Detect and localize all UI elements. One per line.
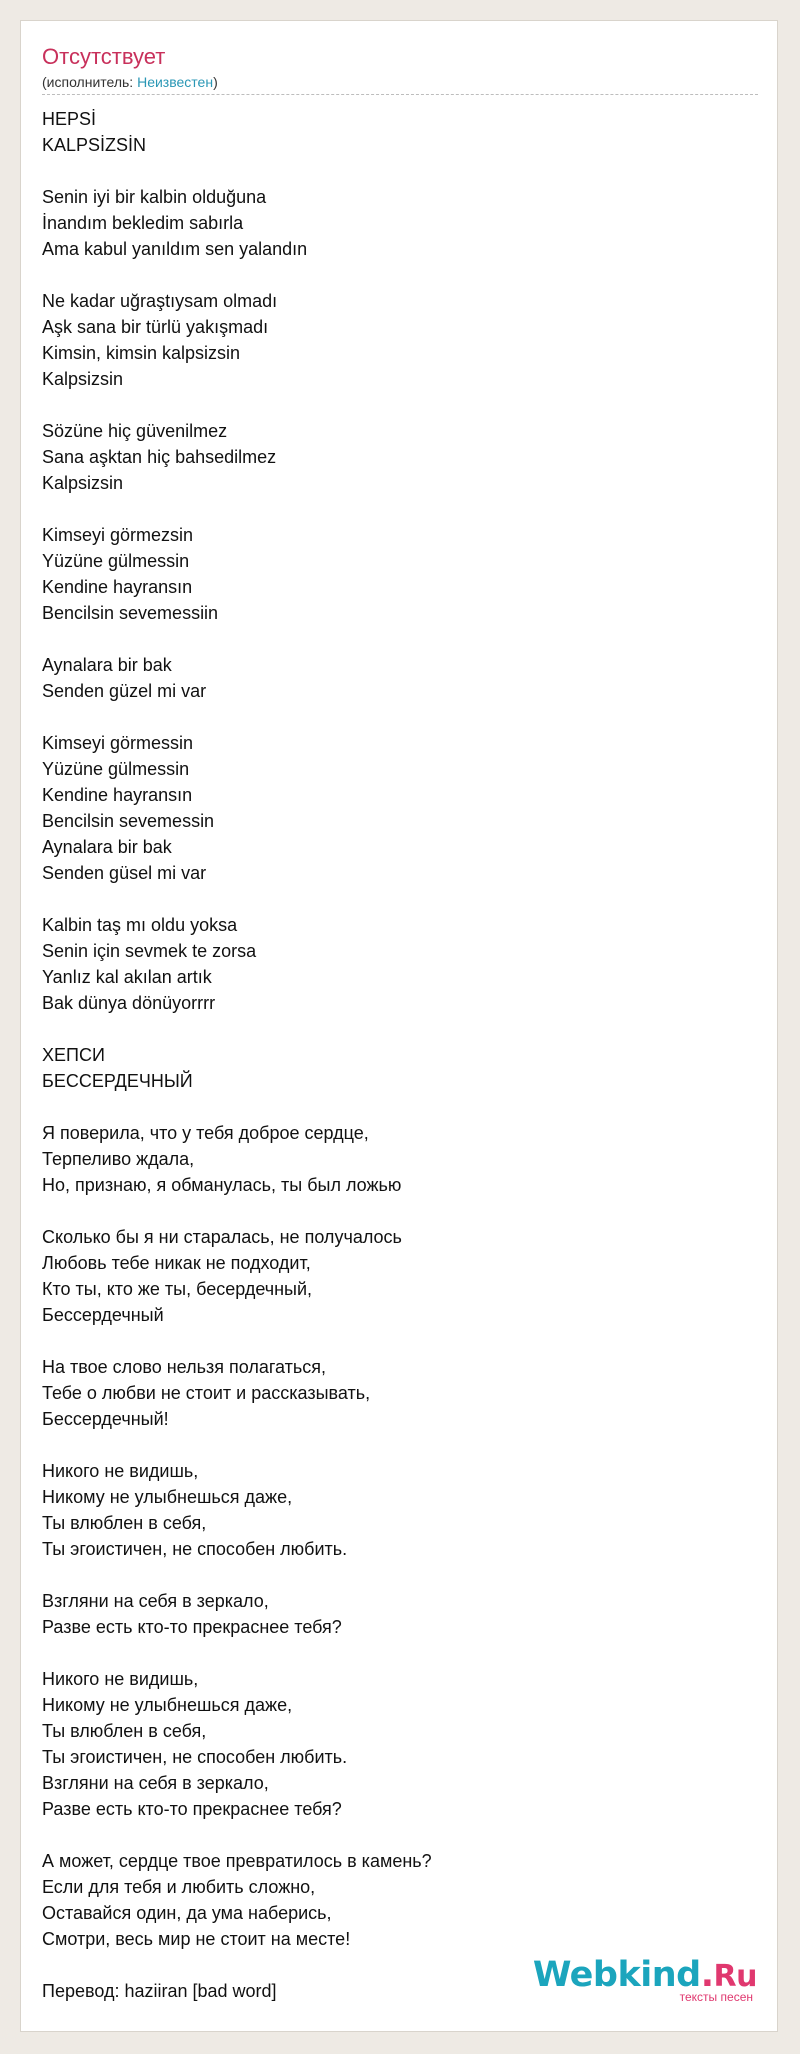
logo-tagline: тексты песен: [679, 1990, 753, 2004]
lyric-line: Sana aşktan hiç bahsedilmez: [42, 447, 277, 467]
lyric-line: Kendine hayransın: [42, 785, 193, 805]
lyric-line: Yüzüne gülmessin: [42, 759, 190, 779]
lyric-line: Bencilsin sevemessin: [42, 811, 215, 831]
lyric-line: Bencilsin sevemessiin: [42, 603, 219, 623]
byline-suffix: ): [213, 74, 218, 90]
lyric-line: Оставайся один, да ума наберись,: [42, 1903, 332, 1923]
byline-prefix: (исполнитель:: [42, 74, 138, 90]
lyric-line: Перевод: haziiran [bad word]: [42, 1981, 277, 2001]
lyrics-stanza: [42, 730, 758, 886]
lyric-line: Разве есть кто-то прекраснее тебя?: [42, 1799, 342, 1819]
lyrics-body: [42, 106, 758, 2004]
lyric-line: Никому не улыбнешься даже,: [42, 1695, 293, 1715]
lyric-line: Взгляни на себя в зеркало,: [42, 1591, 269, 1611]
lyrics-stanza: [42, 522, 758, 626]
lyrics-stanza: [42, 1848, 758, 1952]
lyrics-stanza: [42, 106, 758, 158]
lyrics-stanza: [42, 288, 758, 392]
header-divider: [42, 94, 758, 95]
lyric-line: Любовь тебе никак не подходит,: [42, 1253, 311, 1273]
lyric-line: Kalpsizsin: [42, 473, 124, 493]
lyric-line: Ты влюблен в себя,: [42, 1721, 207, 1741]
lyric-line: Senden güzel mi var: [42, 681, 207, 701]
lyric-line: Senin için sevmek te zorsa: [42, 941, 257, 961]
lyric-line: На твое слово нельзя полагаться,: [42, 1357, 326, 1377]
lyrics-card: [20, 20, 778, 2032]
lyric-line: Ты эгоистичен, не способен любить.: [42, 1539, 348, 1559]
lyric-line: Ты влюблен в себя,: [42, 1513, 207, 1533]
lyric-line: Если для тебя и любить сложно,: [42, 1877, 316, 1897]
lyric-line: Взгляни на себя в зеркало,: [42, 1773, 269, 1793]
lyric-line: Терпеливо ждала,: [42, 1149, 195, 1169]
song-title: Отсутствует: [42, 44, 166, 69]
lyric-line: ХЕПСИ: [42, 1045, 105, 1065]
lyric-line: Никого не видишь,: [42, 1461, 199, 1481]
logo-wordmark: [532, 1955, 757, 1995]
lyric-line: Senin iyi bir kalbin olduğuna: [42, 187, 267, 207]
lyric-line: Kimsin, kimsin kalpsizsin: [42, 343, 241, 363]
lyric-line: Тебе о любви не стоит и рассказывать,: [42, 1383, 371, 1403]
lyric-line: Yüzüne gülmessin: [42, 551, 190, 571]
lyric-line: Никому не улыбнешься даже,: [42, 1487, 293, 1507]
lyric-line: А может, сердце твое превратилось в камень?: [42, 1851, 432, 1871]
lyric-line: Бессердечный: [42, 1305, 164, 1325]
lyric-line: Aynalara bir bak: [42, 655, 172, 675]
logo-name: Webkind: [532, 1955, 701, 1995]
logo-dot: .: [700, 1955, 714, 1995]
lyric-line: İnandım bekledim sabırla: [42, 213, 244, 233]
lyric-line: Я поверила, что у тебя доброе сердце,: [42, 1123, 369, 1143]
lyrics-stanza: [42, 1042, 758, 1094]
lyric-line: Никого не видишь,: [42, 1669, 199, 1689]
lyric-line: HEPSİ: [42, 109, 97, 129]
lyric-line: KALPSİZSİN: [42, 135, 147, 155]
lyrics-stanza: [42, 1588, 758, 1640]
lyric-line: Бессердечный!: [42, 1409, 169, 1429]
lyric-line: Но, признаю, я обманулась, ты был ложью: [42, 1175, 402, 1195]
lyrics-stanza: [42, 1224, 758, 1328]
lyric-line: Yanlız kal akılan artık: [42, 967, 212, 987]
lyrics-stanza: [42, 652, 758, 704]
lyrics-stanza: [42, 1120, 758, 1198]
artist-link[interactable]: Неизвестен: [137, 74, 214, 90]
lyric-line: Senden güsel mi var: [42, 863, 207, 883]
lyrics-stanza: [42, 1458, 758, 1562]
lyrics-stanza: [42, 1354, 758, 1432]
lyric-line: Кто ты, кто же ты, бесердечный,: [42, 1279, 313, 1299]
lyric-line: Смотри, весь мир не стоит на месте!: [42, 1929, 351, 1949]
lyric-line: Kimseyi görmezsin: [42, 525, 194, 545]
lyric-line: Kendine hayransın: [42, 577, 193, 597]
lyric-line: Kalbin taş mı oldu yoksa: [42, 915, 238, 935]
lyric-line: Kimseyi görmessin: [42, 733, 194, 753]
webkind-logo[interactable]: [532, 1955, 757, 2004]
lyric-line: Bak dünya dönüyorrrr: [42, 993, 216, 1013]
lyric-line: Ama kabul yanıldım sen yalandın: [42, 239, 308, 259]
lyric-line: Разве есть кто-то прекраснее тебя?: [42, 1617, 342, 1637]
lyric-line: Kalpsizsin: [42, 369, 124, 389]
lyrics-stanza: [42, 1666, 758, 1822]
lyric-line: Aynalara bir bak: [42, 837, 172, 857]
lyrics-stanza: [42, 912, 758, 1016]
logo-tld: Ru: [713, 1959, 757, 1994]
artist-byline: [42, 73, 218, 91]
lyric-line: БЕССЕРДЕЧНЫЙ: [42, 1071, 193, 1091]
lyrics-stanza: [42, 418, 758, 496]
lyric-line: Ты эгоистичен, не способен любить.: [42, 1747, 348, 1767]
lyrics-stanza: [42, 184, 758, 262]
lyric-line: Сколько бы я ни старалась, не получалось: [42, 1227, 402, 1247]
lyric-line: Ne kadar uğraştıysam olmadı: [42, 291, 278, 311]
lyric-line: Aşk sana bir türlü yakışmadı: [42, 317, 269, 337]
lyric-line: Sözüne hiç güvenilmez: [42, 421, 228, 441]
